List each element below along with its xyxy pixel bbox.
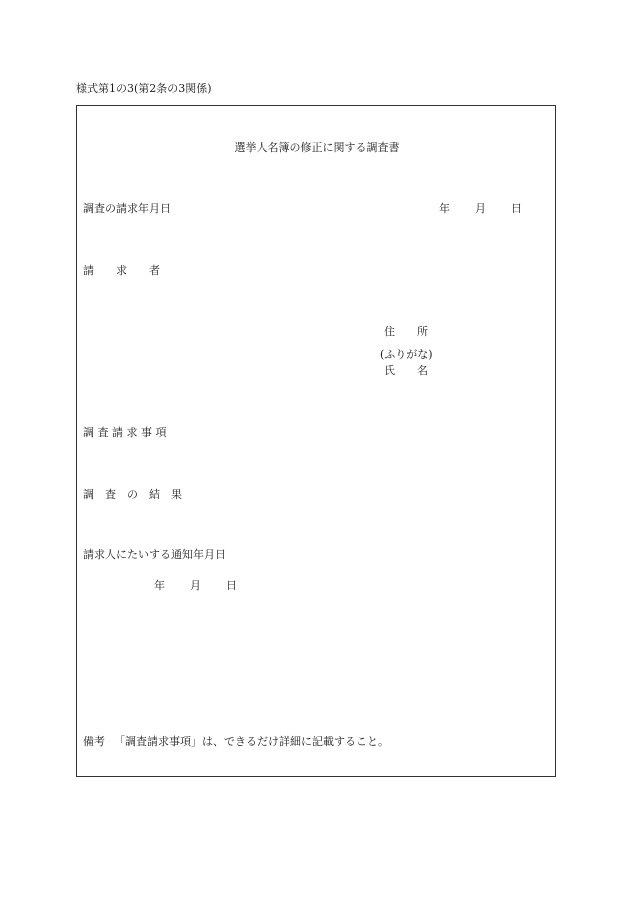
name-label: 氏 名 [384,364,428,377]
form-number: 様式第1の3(第2条の3関係) [76,82,212,95]
request-date-month: 月 [475,202,486,215]
request-date-year: 年 [439,202,450,215]
notice-date-label: 請求人にたいする通知年月日 [83,548,226,561]
address-label: 住 所 [384,325,428,338]
notice-date-month: 月 [190,579,201,592]
requester-label: 請 求 者 [83,264,160,277]
investigation-result-label: 調 査 の 結 果 [83,488,182,501]
notice-date-year: 年 [154,579,165,592]
remarks-label: 備考 [83,735,105,748]
notice-date-day: 日 [226,579,237,592]
investigation-items-label: 調 査 請 求 事 項 [83,426,167,439]
form-title: 選挙人名簿の修正に関する調査書 [234,141,400,154]
request-date-day: 日 [511,202,522,215]
remarks-text: 「調査請求事項」は、できるだけ詳細に記載すること。 [114,735,389,748]
furigana-label: (ふりがな) [380,348,433,361]
request-date-label: 調査の請求年月日 [83,202,171,215]
